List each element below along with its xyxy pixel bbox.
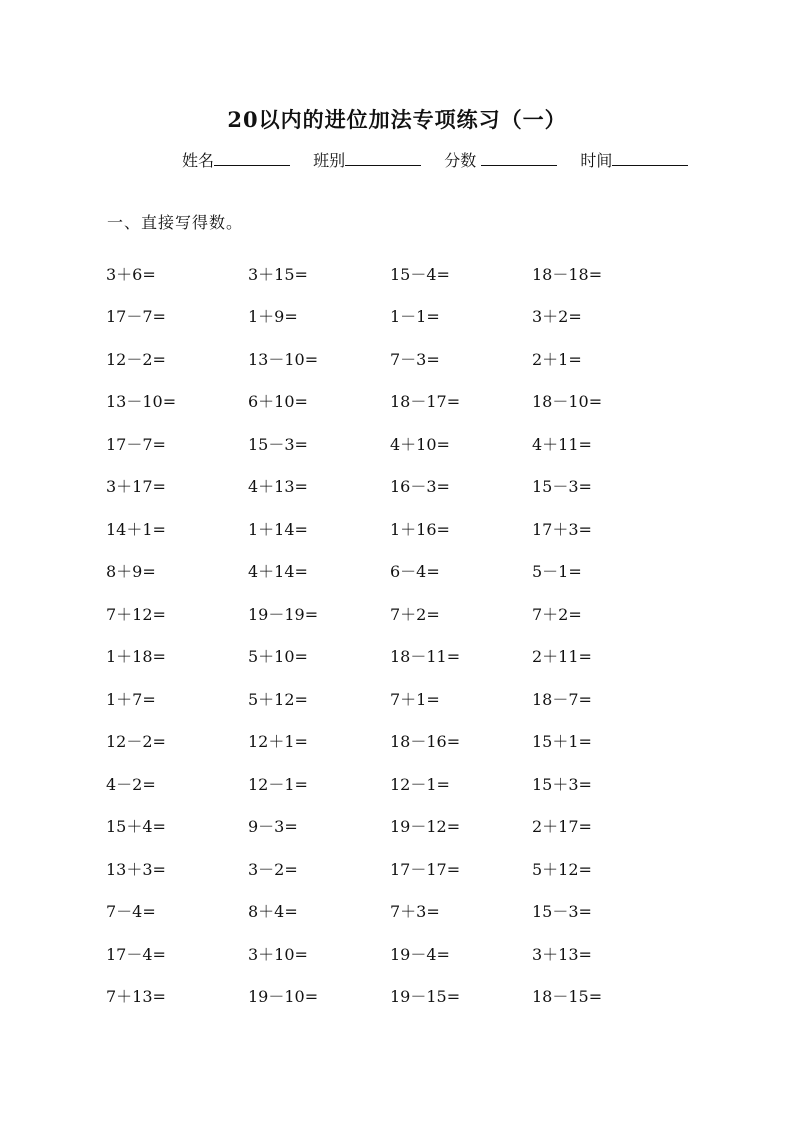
problem-item: 2＋11=	[532, 647, 592, 667]
problem-row	[106, 422, 674, 465]
problem-item: 1＋16=	[390, 519, 450, 539]
problem-item: 1＋7=	[106, 689, 156, 709]
problem-row	[106, 720, 674, 763]
problem-item: 3－2=	[248, 859, 298, 879]
problem-item: 13＋3=	[106, 859, 166, 879]
problem-row	[106, 635, 674, 678]
problem-row	[106, 592, 674, 635]
section-heading: 一、直接写得数。	[107, 213, 244, 232]
problem-row	[106, 805, 674, 848]
problem-item: 1＋14=	[248, 519, 308, 539]
problem-item: 7＋13=	[106, 987, 166, 1007]
problem-row	[106, 550, 674, 593]
problem-item: 8＋4=	[248, 902, 298, 922]
problem-item: 6－4=	[390, 562, 440, 582]
problem-item: 1＋18=	[106, 647, 166, 667]
problem-item: 15－4=	[390, 264, 450, 284]
problem-item: 6＋10=	[248, 392, 308, 412]
score-field[interactable]	[444, 148, 557, 171]
problem-item: 7＋3=	[390, 902, 440, 922]
problem-item: 3＋15=	[248, 264, 308, 284]
problem-item: 18－10=	[532, 392, 603, 412]
problem-item: 7－3=	[390, 349, 440, 369]
problem-item: 8＋9=	[106, 562, 156, 582]
problem-item: 5＋12=	[248, 689, 308, 709]
class-field[interactable]	[313, 148, 421, 171]
time-label: 时间	[580, 151, 613, 170]
problem-item: 1＋9=	[248, 307, 298, 327]
problem-item: 4－2=	[106, 774, 156, 794]
problem-item: 15＋1=	[532, 732, 592, 752]
problem-row	[106, 975, 674, 1018]
score-label: 分数	[444, 151, 477, 170]
problem-item: 2＋17=	[532, 817, 592, 837]
problem-item: 13－10=	[248, 349, 319, 369]
problem-item: 7＋2=	[532, 604, 582, 624]
problem-item: 15－3=	[532, 902, 592, 922]
problem-item: 17－7=	[106, 307, 166, 327]
problem-item: 17＋3=	[532, 519, 592, 539]
problem-item: 19－15=	[390, 987, 461, 1007]
class-label: 班别	[313, 151, 346, 170]
problem-item: 18－17=	[390, 392, 461, 412]
problem-item: 17－4=	[106, 944, 166, 964]
problem-item: 19－10=	[248, 987, 319, 1007]
problem-item: 4＋13=	[248, 477, 308, 497]
problem-item: 1－1=	[390, 307, 440, 327]
problem-item: 19－4=	[390, 944, 450, 964]
problem-item: 3＋13=	[532, 944, 592, 964]
problem-item: 3＋17=	[106, 477, 166, 497]
class-blank[interactable]	[345, 151, 421, 166]
problem-item: 19－12=	[390, 817, 461, 837]
problem-item: 12－1=	[390, 774, 450, 794]
page-title: 20以内的进位加法专项练习（一）	[227, 107, 567, 132]
problem-item: 18－11=	[390, 647, 461, 667]
problem-item: 12－2=	[106, 349, 166, 369]
problem-row	[106, 847, 674, 890]
problem-item: 17－7=	[106, 434, 166, 454]
problem-item: 3＋6=	[106, 264, 156, 284]
problem-row	[106, 890, 674, 933]
time-field[interactable]	[580, 148, 688, 171]
problem-item: 5＋12=	[532, 859, 592, 879]
problem-item: 7＋2=	[390, 604, 440, 624]
problem-item: 12－2=	[106, 732, 166, 752]
problem-item: 4＋11=	[532, 434, 592, 454]
problem-item: 12＋1=	[248, 732, 308, 752]
problem-item: 4＋14=	[248, 562, 308, 582]
problem-item: 18－7=	[532, 689, 592, 709]
name-field[interactable]	[182, 148, 290, 171]
name-blank[interactable]	[214, 151, 290, 166]
name-label: 姓名	[182, 151, 215, 170]
problem-item: 4＋10=	[390, 434, 450, 454]
problem-item: 2＋1=	[532, 349, 582, 369]
problem-row	[106, 932, 674, 975]
problem-item: 7＋12=	[106, 604, 166, 624]
problem-item: 14＋1=	[106, 519, 166, 539]
problem-item: 15＋3=	[532, 774, 592, 794]
problem-item: 9－3=	[248, 817, 298, 837]
problem-item: 18－16=	[390, 732, 461, 752]
problem-item: 5＋10=	[248, 647, 308, 667]
problem-row	[106, 465, 674, 508]
problem-item: 15＋4=	[106, 817, 166, 837]
problem-item: 7＋1=	[390, 689, 440, 709]
problem-row	[106, 380, 674, 423]
problem-row	[106, 252, 674, 295]
score-blank[interactable]	[481, 151, 557, 166]
problem-item: 5－1=	[532, 562, 582, 582]
problem-item: 13－10=	[106, 392, 177, 412]
problem-item: 18－15=	[532, 987, 603, 1007]
problem-item: 15－3=	[532, 477, 592, 497]
problem-item: 3＋2=	[532, 307, 582, 327]
time-blank[interactable]	[612, 151, 688, 166]
problem-item: 3＋10=	[248, 944, 308, 964]
student-info-line	[182, 148, 706, 171]
problem-row	[106, 337, 674, 380]
problem-item: 18－18=	[532, 264, 603, 284]
problem-row	[106, 762, 674, 805]
problem-row	[106, 677, 674, 720]
problem-row	[106, 507, 674, 550]
problem-grid	[106, 252, 674, 1017]
problem-item: 19－19=	[248, 604, 319, 624]
problem-row	[106, 295, 674, 338]
problem-item: 16－3=	[390, 477, 450, 497]
problem-item: 15－3=	[248, 434, 308, 454]
problem-item: 17－17=	[390, 859, 461, 879]
problem-item: 12－1=	[248, 774, 308, 794]
problem-item: 7－4=	[106, 902, 156, 922]
